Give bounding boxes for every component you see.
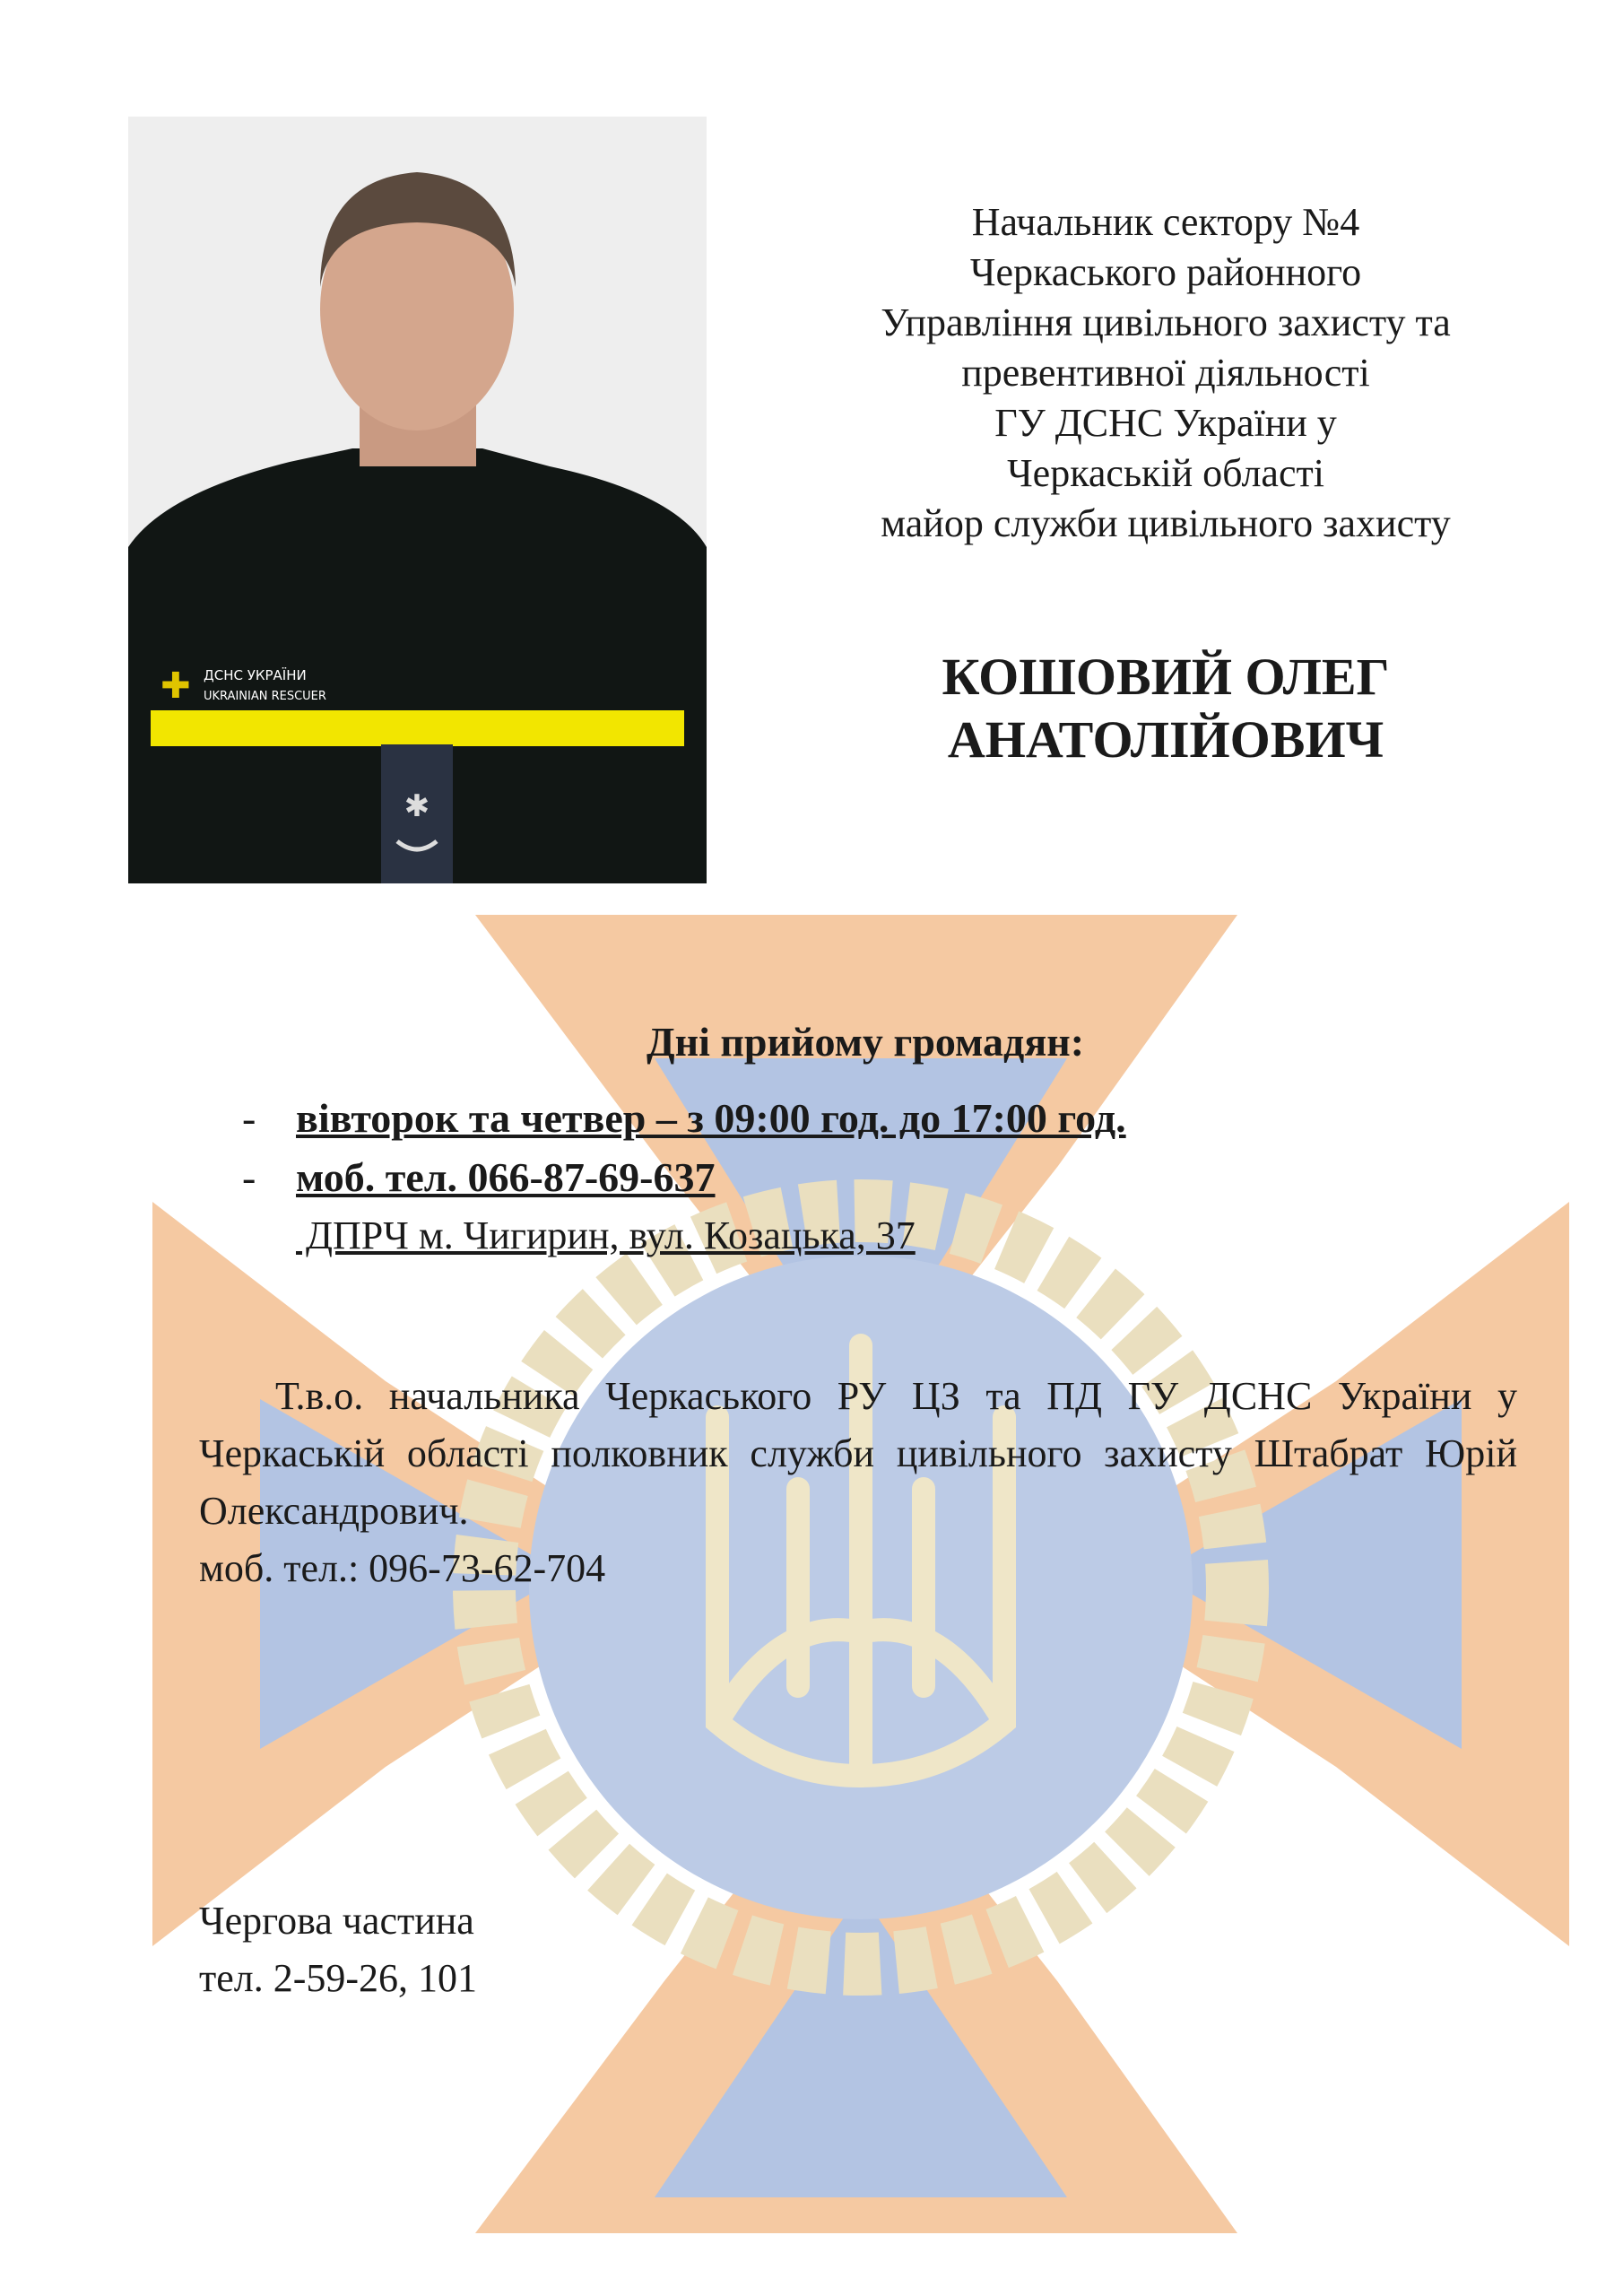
position-line: Черкаській області bbox=[1007, 451, 1324, 495]
duty-station-label: Чергова частина bbox=[199, 1899, 474, 1943]
position-line: Начальник сектору №4 bbox=[971, 200, 1360, 244]
officer-photo bbox=[128, 117, 707, 883]
position-line: ГУ ДСНС України у bbox=[994, 401, 1337, 445]
duty-station-phone: тел. 2-59-26, 101 bbox=[199, 1956, 478, 2000]
reception-phone: моб. тел. 066-87-69-637 bbox=[296, 1154, 716, 1200]
rank-star-icon: ✱ bbox=[404, 788, 430, 824]
list-dash: - bbox=[242, 1095, 256, 1141]
duty-station-block bbox=[199, 1892, 477, 2007]
position-line: майор служби цивільного захисту bbox=[881, 501, 1451, 545]
reception-hours: вівторок та четвер – з 09:00 год. до 17:00 год. bbox=[296, 1095, 1126, 1141]
position-line: Черкаського районного bbox=[969, 250, 1362, 294]
list-dash: - bbox=[242, 1154, 256, 1200]
acting-head-text: Т.в.о. начальника Черкаського РУ ЦЗ та ПД ГУ ДСНС України у Черкаській області полковник служби цивільного захисту Штабрат Юрій Олександрович. bbox=[199, 1374, 1517, 1533]
name-line-1: КОШОВИЙ ОЛЕГ bbox=[942, 648, 1390, 706]
acting-head-block bbox=[199, 1368, 1517, 1597]
dsns-badge-icon: ✚ bbox=[161, 665, 191, 707]
badge-text-1: ДСНС УКРАЇНИ bbox=[204, 667, 307, 683]
position-line: Управління цивільного захисту та bbox=[881, 300, 1451, 344]
reflective-stripe bbox=[151, 710, 684, 746]
badge-text-2: UKRAINIAN RESCUER bbox=[204, 690, 326, 703]
acting-head-phone: моб. тел.: 096-73-62-704 bbox=[199, 1546, 606, 1590]
name-line-2: АНАТОЛІЙОВИЧ bbox=[947, 710, 1384, 769]
reception-title: Дні прийому громадян: bbox=[646, 1019, 1085, 1065]
officer-name bbox=[789, 646, 1542, 771]
position-title bbox=[789, 197, 1542, 549]
reception-address: ДПРЧ м. Чигирин, вул. Козацька, 37 bbox=[296, 1213, 916, 1257]
position-line: превентивної діяльності bbox=[961, 351, 1370, 395]
officer-portrait bbox=[128, 117, 707, 883]
